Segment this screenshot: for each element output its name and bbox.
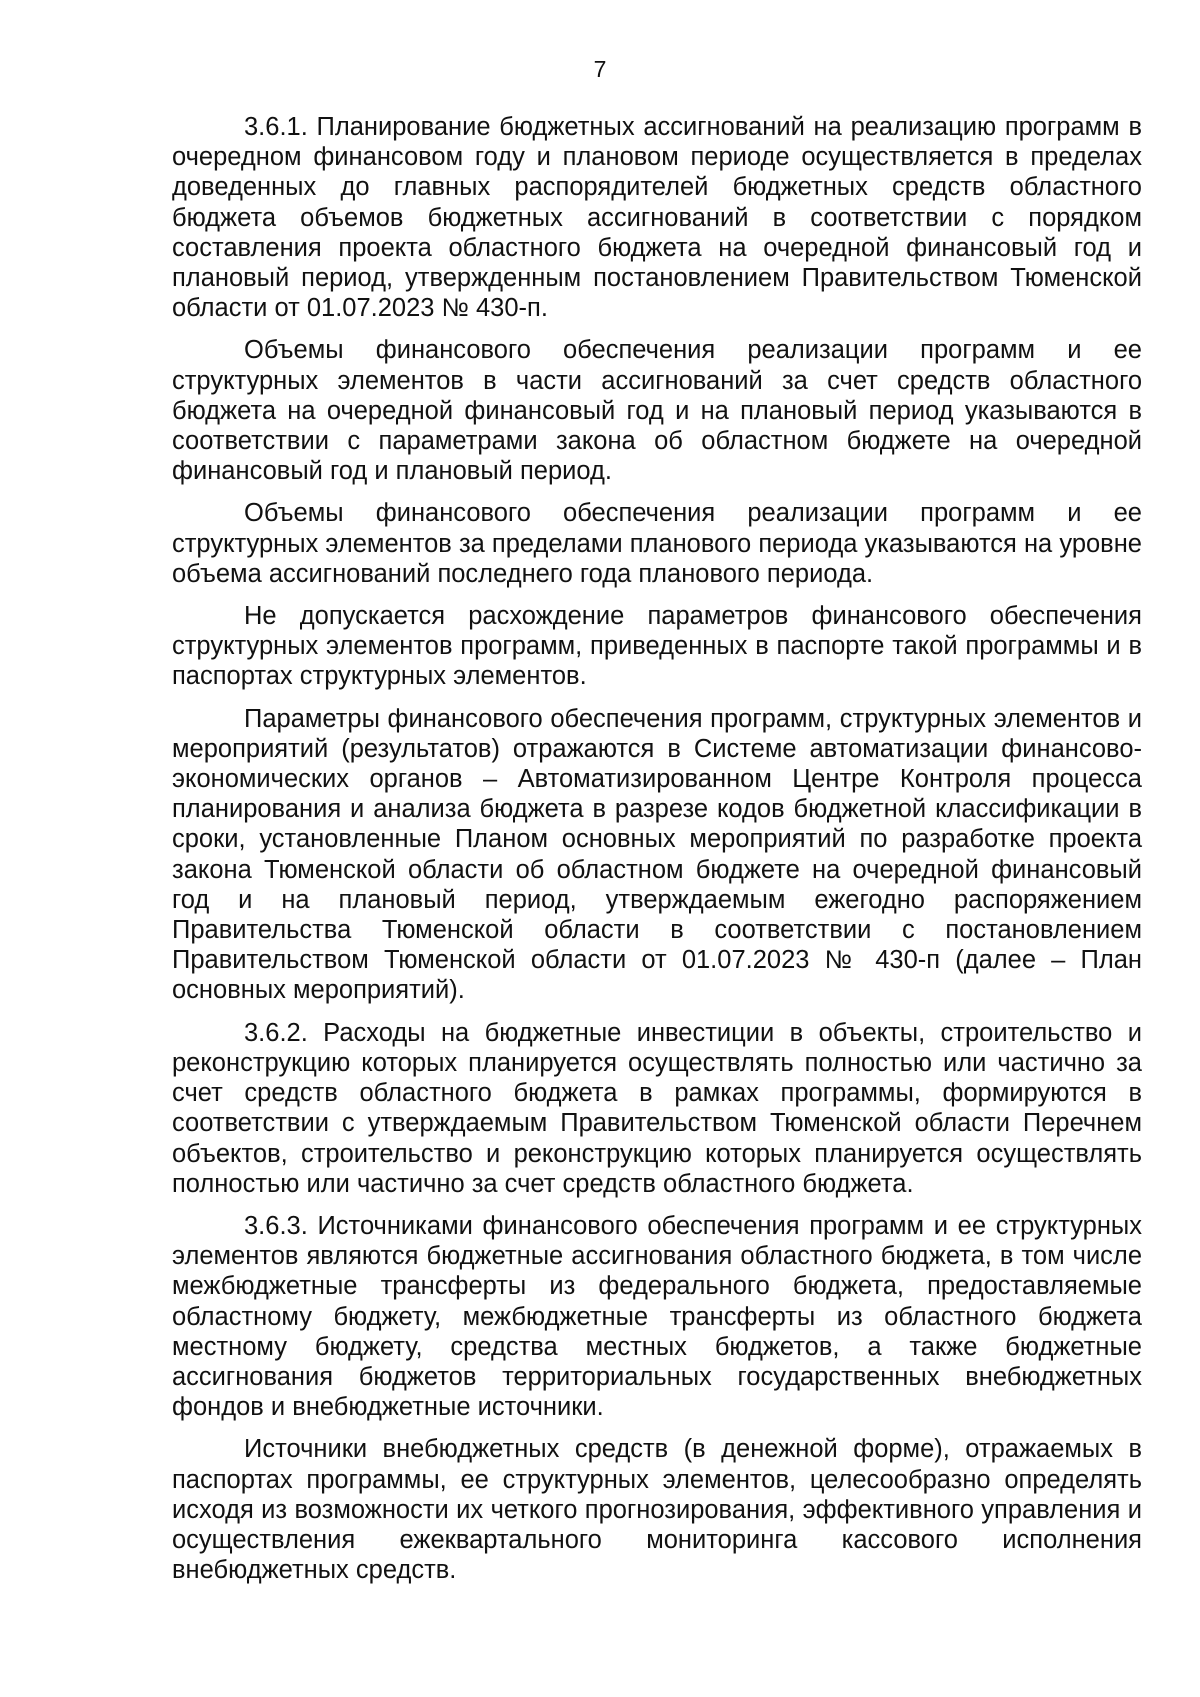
paragraph-funding-volumes-beyond: Объемы финансового обеспечения реализации программ и ее структурных элементов за пределами планового периода указываются на уровне объема ассигнований последнего года планового периода. [172,499,1142,588]
paragraph-3-6-2: 3.6.2. Расходы на бюджетные инвестиции в объекты, строительство и реконструкцию которых планируется осуществлять полностью или частично за счет средств областного бюджета в рамках программы, формируются в соответствии с утверждаемым Правительством Тюменской области Перечнем объектов, строительство и реконструкцию которых планируется осуществлять полностью или частично за счет средств областного бюджета. [172,1018,1142,1198]
paragraph-3-6-1: 3.6.1. Планирование бюджетных ассигнований на реализацию программ в очередном финансовом году и плановом периоде осуществляется в пределах доведенных до главных распорядителей бюджетных средств областного бюджета объемов бюджетных ассигнований в соответствии с порядком составления проекта областного бюджета на очередной финансовый год и плановый период, утвержденным постановлением Правительством Тюменской области от 01.07.2023 № 430-п. [172,113,1142,323]
paragraph-3-6-3: 3.6.3. Источниками финансового обеспечения программ и ее структурных элементов являются бюджетные ассигнования областного бюджета, в том числе межбюджетные трансферты из федерального бюджета, предоставляемые областному бюджету, межбюджетные трансферты из областного бюджета местному бюджету, средства местных бюджетов, а также бюджетные ассигнования бюджетов территориальных государственных внебюджетных фондов и внебюджетные источники. [172,1211,1142,1422]
document-body [172,112,1142,1597]
paragraph-funding-volumes-current: Объемы финансового обеспечения реализации программ и ее структурных элементов в части ассигнований за счет средств областного бюджета на очередной финансовый год и на плановый период указываются в соответствии с параметрами закона об областном бюджете на очередной финансовый год и плановый период. [172,336,1142,486]
paragraph-funding-parameters: Параметры финансового обеспечения программ, структурных элементов и мероприятий (результатов) отражаются в Системе автоматизации финансово-экономических органов – Автоматизированном Центре Контроля процесса планирования и анализа бюджета в разрезе кодов бюджетной классификации в сроки, установленные Планом основных мероприятий по разработке проекта закона Тюменской области об областном бюджете на очередной финансовый год и на плановый период, утверждаемым ежегодно распоряжением Правительства Тюменской области в соответствии с постановлением Правительством Тюменской области от 01.07.2023 № 430-п (далее – План основных мероприятий). [172,704,1142,1005]
paragraph-extrabudgetary-sources: Источники внебюджетных средств (в денежной форме), отражаемых в паспортах программы, ее структурных элементов, целесообразно определять исходя из возможности их четкого прогнозирования, эффективного управления и осуществления ежеквартального мониторинга кассового исполнения внебюджетных средств. [172,1435,1142,1585]
paragraph-discrepancy-rule: Не допускается расхождение параметров финансового обеспечения структурных элементов программ, приведенных в паспорте такой программы и в паспортах структурных элементов. [172,602,1142,691]
page-number: 7 [593,56,607,82]
